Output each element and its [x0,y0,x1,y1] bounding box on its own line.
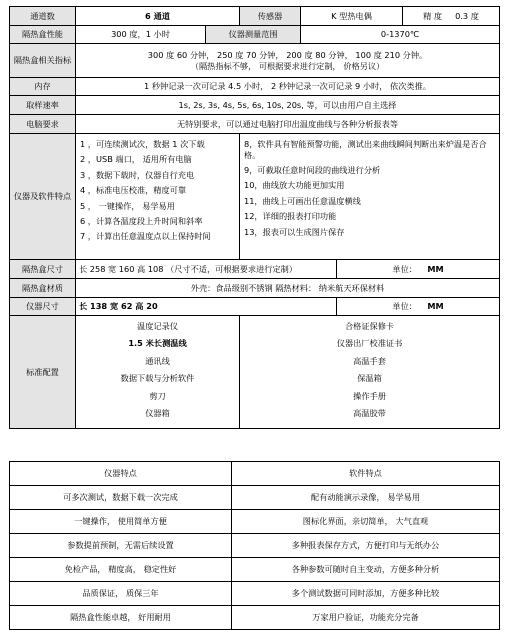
table-row [10,534,500,558]
row-channels [10,7,500,26]
header-software-features: 软件特点 [232,462,500,486]
table-row [10,510,500,534]
row-config [10,316,500,429]
feature-item: 6 ，计算各温度段上升时间和斜率 [80,215,203,226]
feature-item: 2 ，USB 端口， 适用所有电脑 [80,154,192,165]
value-sensor: K 型热电偶 [301,7,403,26]
row-box-material [10,279,500,298]
value-box-performance: 300 度，1 小时 [76,26,206,44]
label-accuracy: 精 度 [423,10,443,21]
value-unit: MM [427,301,444,312]
compare-header-row [10,462,500,486]
software-feature-cell: 各种参数可随时自主变动，方便多种分析 [232,558,500,582]
config-item: 通讯线 [145,355,170,366]
device-feature-cell: 免检产品， 精度高， 稳定性好 [10,558,232,582]
row-sampling [10,96,500,115]
row-pc [10,115,500,134]
label-box-performance: 隔热盒性能 [10,26,76,44]
label-box-index: 隔热盒相关指标 [10,44,76,78]
config-item: 温度记录仪 [137,321,178,331]
label-box-size: 隔热盒尺寸 [10,260,76,279]
value-unit: MM [427,263,444,274]
feature-item: 10，曲线放大功能更加实用 [244,180,345,191]
label-memory: 内存 [10,78,76,96]
row-box-index [10,44,500,78]
row-memory [10,78,500,96]
software-feature-cell: 配有动能演示录像， 易学易用 [232,486,500,510]
label-device-size: 仪器尺寸 [10,298,76,316]
config-item: 高温胶带 [353,407,386,418]
value-box-material: 外壳：食品级别不锈钢 隔热材料： 纳米航天环保材料 [76,279,500,298]
software-feature-cell: 多个测试数据可同时添加，方便多种比较 [232,582,500,606]
config-item: 保温箱 [357,373,382,384]
label-sampling: 取样速率 [10,96,76,115]
value-sampling: 1s, 2s, 3s, 4s, 5s, 6s, 10s, 20s, 等，可以由用户自主选择 [76,96,500,115]
label-unit: 单位： [392,301,417,312]
label-features: 仪器及软件特点 [10,134,76,260]
software-feature-cell: 万家用户验证，功能充分完备 [232,606,500,630]
box-size-unit-cell [337,260,500,279]
value-device-size: 长 138 宽 62 高 20 [76,298,337,316]
table-row [10,606,500,630]
value-memory: 1 秒钟记录一次可记录 4.5 小时， 2 秒钟记录一次可记录 9 小时， 依次类推。 [76,78,500,96]
value-box-index [76,44,500,78]
row-box-performance [10,26,500,44]
config-item: 合格证保修卡 [344,321,395,331]
value-box-size: 长 258 宽 160 高 108 （尺寸不适，可根据要求进行定制） [76,260,337,279]
box-index-line1: 300 度 60 分钟， 250 度 70 分钟， 200 度 80 分钟， 100 度 210 分钟。 [147,50,428,61]
feature-item: 11，曲线上可画出任意温度横线 [244,195,361,206]
device-size-unit-cell [337,298,500,316]
feature-item: 5 ， 一键操作， 易学易用 [80,200,175,211]
box-index-line2: （隔热指标不够， 可根据要求进行定制， 价格另议） [190,60,385,71]
feature-item: 13，报表可以生成图片保存 [244,226,345,237]
label-range: 仪器测量范围 [206,26,301,44]
label-unit: 单位： [392,263,417,274]
config-left [76,316,240,429]
accuracy-cell [403,7,500,26]
device-feature-cell: 一键操作， 使用简单方便 [10,510,232,534]
config-item: 剪刀 [149,390,166,401]
config-item: 1.5 米长测温线 [128,338,187,349]
device-feature-cell: 隔热盒性能卓越， 好用耐用 [10,606,232,630]
value-pc: 无特别要求，可以通过电脑打印出温度曲线与各种分析报表等 [76,115,500,134]
value-channels: 6 通道 [76,7,240,26]
table-row [10,558,500,582]
software-feature-cell: 图标化界面，亲切简单， 大气直观 [232,510,500,534]
label-channels: 通道数 [10,7,76,26]
label-box-material: 隔热盒材质 [10,279,76,298]
feature-item: 9，可截取任意时间段的曲线进行分析 [244,165,381,175]
device-feature-cell: 品质保证， 质保三年 [10,582,232,606]
table-row [10,486,500,510]
config-item: 操作手册 [353,390,386,401]
row-device-size [10,298,500,316]
row-box-size [10,260,500,279]
device-feature-cell: 参数提前预制，无需后续设置 [10,534,232,558]
software-feature-cell: 多种报表保存方式，方便打印与无纸办公 [232,534,500,558]
config-item: 数据下载与分析软件 [120,373,195,384]
table-row [10,582,500,606]
feature-item: 4 ，标准电压校准，精度可靠 [80,185,187,196]
label-pc: 电脑要求 [10,115,76,134]
config-right [240,316,500,429]
header-device-features: 仪器特点 [10,462,232,486]
features-left [76,134,240,260]
feature-item: 8，软件具有智能预警功能，测试出来曲线瞬间判断出来炉温是否合格。 [244,139,487,160]
features-right [240,134,500,260]
value-accuracy: 0.3 度 [455,10,479,21]
feature-item: 3 ，数据下载时，仪器自行充电 [80,169,195,180]
config-item: 高温手套 [353,355,386,366]
label-config: 标准配置 [10,316,76,429]
label-sensor: 传感器 [240,7,301,26]
spec-table [9,6,500,429]
compare-table [9,461,500,630]
feature-item: 12，详细的报表打印功能 [244,211,337,222]
feature-item: 1 ，可连续测试次，数据 1 次下载 [80,139,205,149]
value-range: 0-1370℃ [301,26,500,44]
config-item: 仪器出厂校准证书 [336,338,403,349]
device-feature-cell: 可多次测试，数据下载一次完成 [10,486,232,510]
config-item: 仪器箱 [145,407,170,418]
row-features [10,134,500,260]
feature-item: 7 ，计算出任意温度点以上保持时间 [80,231,211,242]
